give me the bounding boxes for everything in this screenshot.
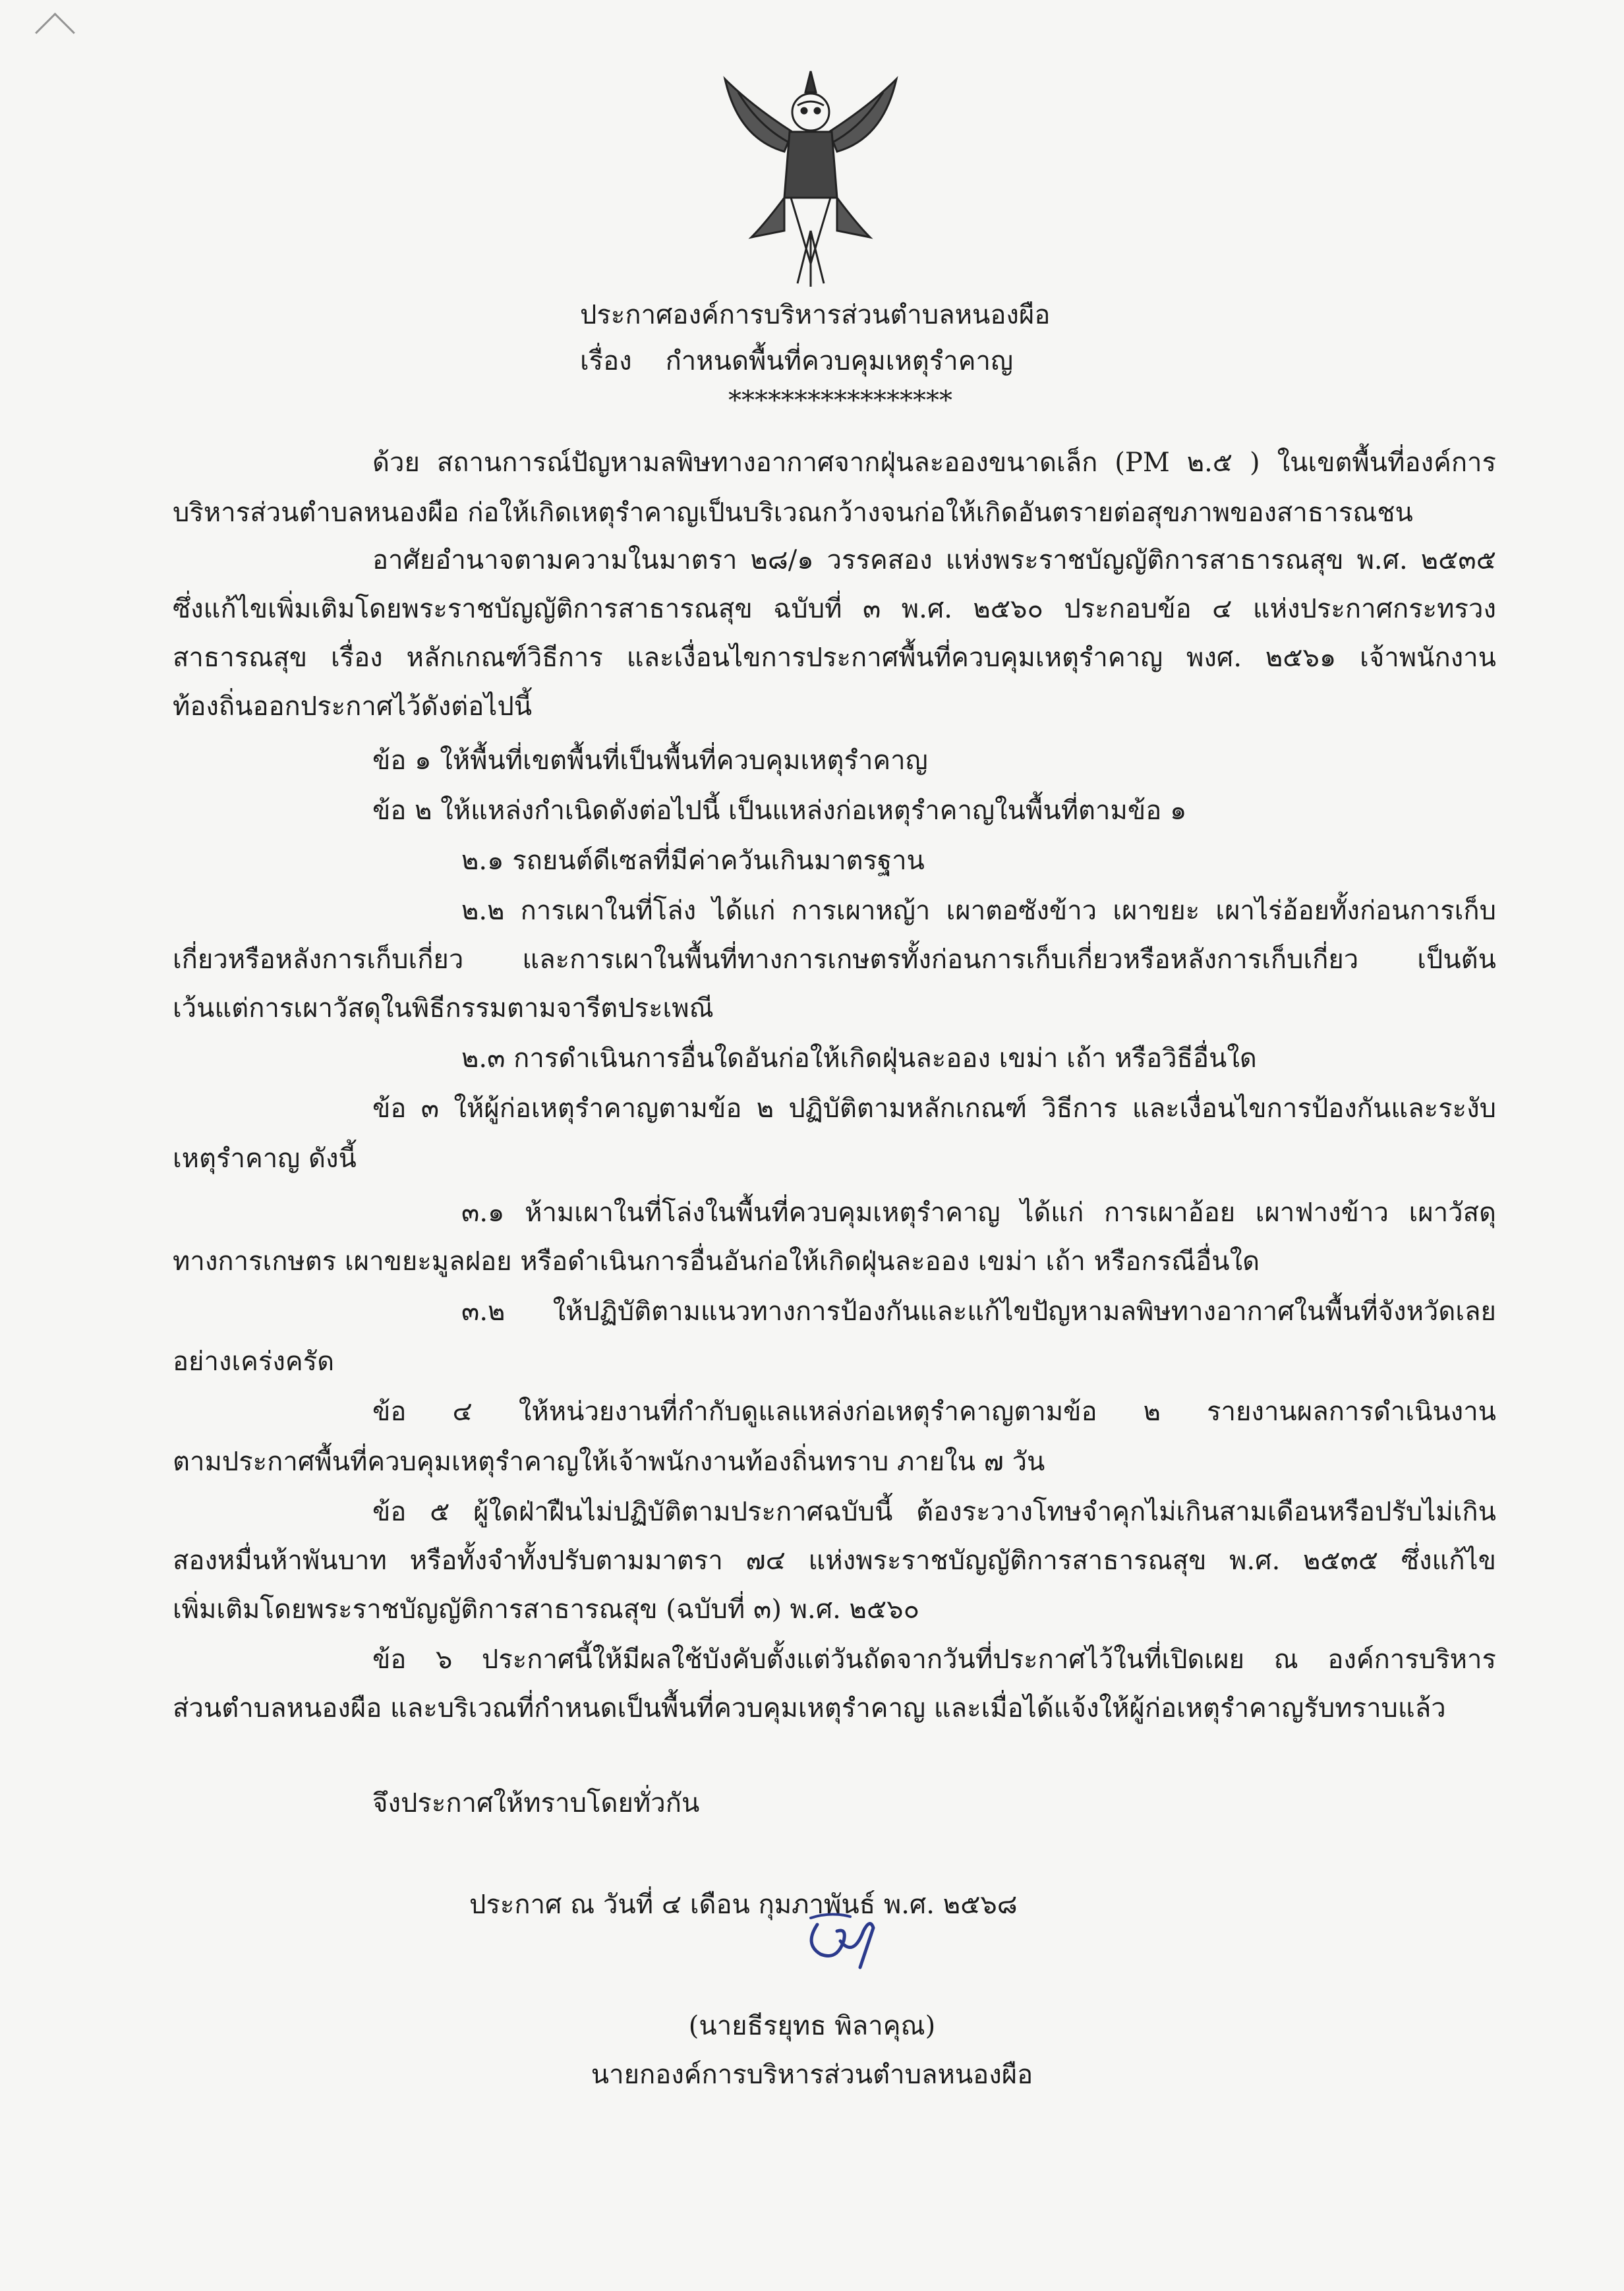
authority-line: ซึ่งแก้ไขเพิ่มเติมโดยพระราชบัญญัติการสาธารณสุข ฉบับที่ ๓ พ.ศ. ๒๕๖๐ ประกอบข้อ ๔ แห่งประกาศกระทรวง (173, 594, 1496, 624)
clause-5-line: เพิ่มเติมโดยพระราชบัญญัติการสาธารณสุข (ฉบับที่ ๓) พ.ศ. ๒๕๖๐ (173, 1594, 919, 1625)
signer-title: นายกองค์การบริหารส่วนตำบลหนองผือ (591, 2060, 1033, 2090)
clause-2-2-line: เว้นแต่การเผาวัสดุในพิธีกรรมตามจารีตประเพณี (173, 993, 714, 1024)
clause-3-1-line: ทางการเกษตร เผาขยะมูลฝอย หรือดำเนินการอื่นอันก่อให้เกิดฝุ่นละออง เขม่า เถ้า หรือกรณีอื่นใด (173, 1246, 1260, 1277)
authority-line: ท้องถิ่นออกประกาศไว้ดังต่อไปนี้ (173, 691, 533, 722)
handwritten-signature (791, 1905, 890, 1984)
clause-3-line: เหตุรำคาญ ดังนี้ (173, 1144, 357, 1174)
signer-name: (นายธีรยุทธ พิลาคุณ) (688, 2011, 936, 2041)
clause-6-line: ข้อ ๖ ประกาศนี้ให้มีผลใช้บังคับตั้งแต่วันถัดจากวันที่ประกาศไว้ในที่เปิดเผย ณ องค์การบริหาร (372, 1644, 1496, 1675)
clause-2-1: ๒.๑ รถยนต์ดีเซลที่มีค่าควันเกินมาตรฐาน (461, 846, 925, 876)
clause-5-line: สองหมื่นห้าพันบาท หรือทั้งจำทั้งปรับตามมาตรา ๗๔ แห่งพระราชบัญญัติการสาธารณสุข พ.ศ. ๒๕๓๕ ซึ่งแก้ไข (173, 1546, 1496, 1576)
subject-line (580, 341, 1013, 381)
clause-3-2-line: อย่างเคร่งครัด (173, 1347, 335, 1377)
clause-2: ข้อ ๒ ให้แหล่งกำเนิดดังต่อไปนี้ เป็นแหล่งก่อเหตุรำคาญในพื้นที่ตามข้อ ๑ (372, 796, 1187, 826)
clause-5-line: ข้อ ๕ ผู้ใดฝ่าฝืนไม่ปฏิบัติตามประกาศฉบับนี้ ต้องระวางโทษจำคุกไม่เกินสามเดือนหรือปรับไม่เกิน (372, 1497, 1496, 1527)
clause-2-2-line: ๒.๒ การเผาในที่โล่ง ได้แก่ การเผาหญ้า เผาตอซังข้าว เผาขยะ เผาไร่อ้อยทั้งก่อนการเก็บ (461, 896, 1496, 926)
title-divider: ***************** (728, 386, 952, 416)
corner-mark (35, 13, 75, 53)
preamble-line: บริหารส่วนตำบลหนองผือ ก่อให้เกิดเหตุรำคาญเป็นบริเวณกว้างจนก่อให้เกิดอันตรายต่อสุขภาพของสาธารณชน (173, 498, 1413, 528)
clause-3-line: ข้อ ๓ ให้ผู้ก่อเหตุรำคาญตามข้อ ๒ ปฏิบัติตามหลักเกณฑ์ วิธีการ และเงื่อนไขการป้องกันและระงับ (372, 1093, 1496, 1124)
clause-1: ข้อ ๑ ให้พื้นที่เขตพื้นที่เป็นพื้นที่ควบคุมเหตุรำคาญ (372, 745, 928, 776)
clause-2-2-line: เกี่ยวหรือหลังการเก็บเกี่ยว และการเผาในพื้นที่ทางการเกษตรทั้งก่อนการเก็บเกี่ยวหรือหลังการเก็บเกี่ยว เป็นต้น (173, 944, 1496, 975)
announcement-date: ประกาศ ณ วันที่ ๔ เดือน กุมภาพันธ์ พ.ศ. ๒๕๖๘ (469, 1890, 1018, 1920)
closing-text: จึงประกาศให้ทราบโดยทั่วกัน (372, 1788, 700, 1818)
subject-label: เรื่อง (580, 346, 632, 376)
garuda-emblem-icon (712, 66, 910, 290)
announcement-title: ประกาศองค์การบริหารส่วนตำบลหนองผือ (580, 300, 1051, 330)
authority-line: สาธารณสุข เรื่อง หลักเกณฑ์วิธีการ และเงื่อนไขการประกาศพื้นที่ควบคุมเหตุรำคาญ พงศ. ๒๕๖๑ เจ้าพนักงาน (173, 643, 1496, 673)
authority-line: อาศัยอำนาจตามความในมาตรา ๒๘/๑ วรรคสอง แห่งพระราชบัญญัติการสาธารณสุข พ.ศ. ๒๕๓๕ (372, 545, 1496, 575)
clause-3-2-line: ๓.๒ ให้ปฏิบัติตามแนวทางการป้องกันและแก้ไขปัญหามลพิษทางอากาศในพื้นที่จังหวัดเลย (461, 1296, 1496, 1327)
preamble-line: ด้วย สถานการณ์ปัญหามลพิษทางอากาศจากฝุ่นละอองขนาดเล็ก (PM ๒.๕ ) ในเขตพื้นที่องค์การ (372, 448, 1496, 478)
clause-4-line: ตามประกาศพื้นที่ควบคุมเหตุรำคาญให้เจ้าพนักงานท้องถิ่นทราบ ภายใน ๗ วัน (173, 1447, 1045, 1477)
clause-6-line: ส่วนตำบลหนองผือ และบริเวณที่กำหนดเป็นพื้นที่ควบคุมเหตุรำคาญ และเมื่อได้แจ้งให้ผู้ก่อเหตุรำคาญรับทราบแล้ว (173, 1693, 1446, 1724)
clause-2-3: ๒.๓ การดำเนินการอื่นใดอันก่อให้เกิดฝุ่นละออง เขม่า เถ้า หรือวิธีอื่นใด (461, 1043, 1257, 1074)
subject-text: กำหนดพื้นที่ควบคุมเหตุรำคาญ (665, 346, 1014, 376)
clause-3-1-line: ๓.๑ ห้ามเผาในที่โล่งในพื้นที่ควบคุมเหตุรำคาญ ได้แก่ การเผาอ้อย เผาฟางข้าว เผาวัสดุ (461, 1198, 1496, 1228)
clause-4-line: ข้อ ๔ ให้หน่วยงานที่กำกับดูแลแหล่งก่อเหตุรำคาญตามข้อ ๒ รายงานผลการดำเนินงาน (372, 1397, 1496, 1427)
